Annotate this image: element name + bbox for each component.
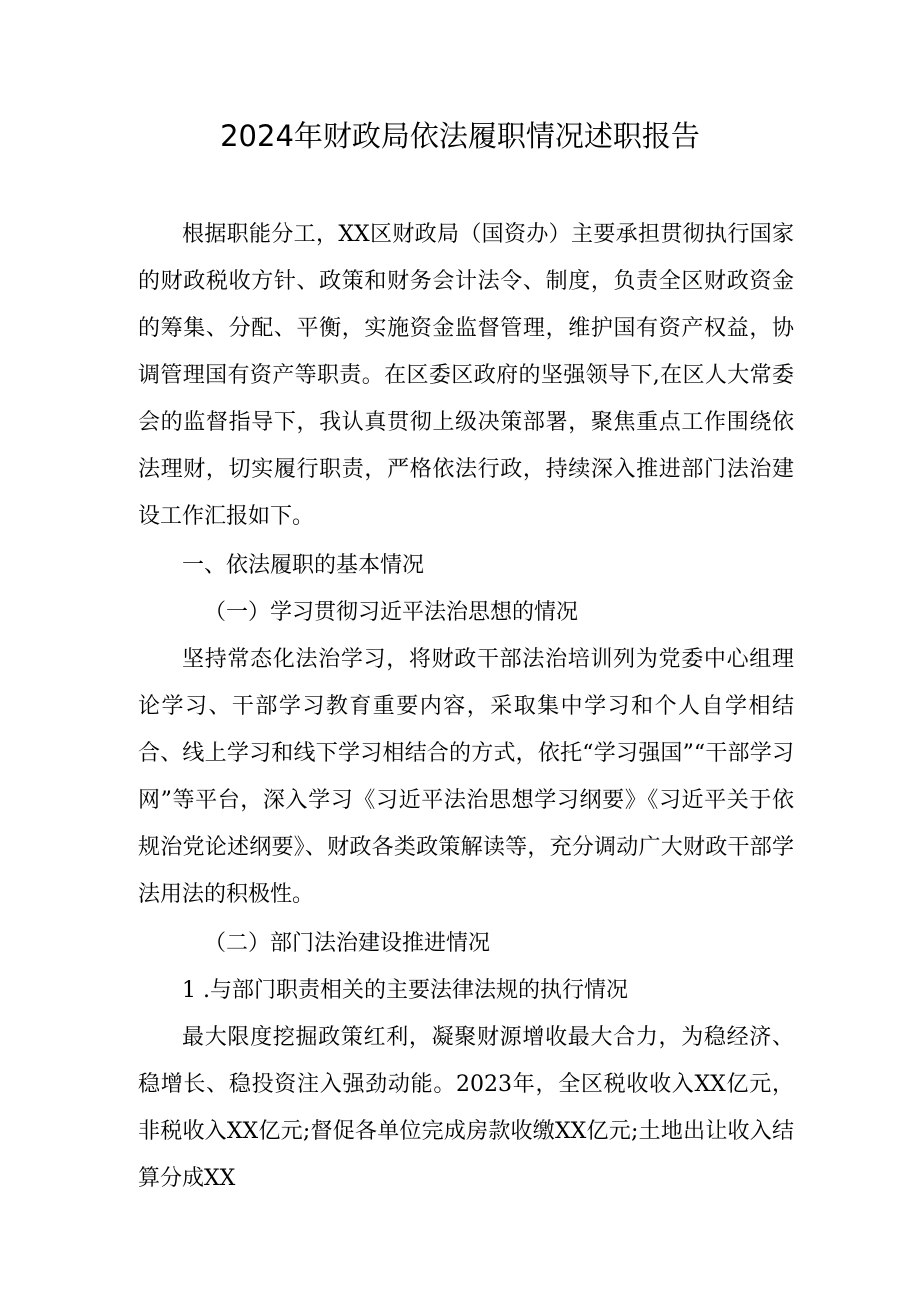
item-paragraph-1: 最大限度挖掘政策红利，凝聚财源增收最大合力，为稳经济、稳增长、稳投资注入强劲动能。2023年，全区税收收入XX亿元，非税收入XX亿元;督促各单位完成房款收缴XX亿元;土地出让收入结算分成XX — [138, 1025, 794, 1191]
subsection-heading-1: （一）学习贯彻习近平法治思想的情况 — [204, 600, 579, 625]
document-title: 2024年财政局依法履职情况述职报告 — [220, 119, 700, 153]
intro-paragraph: 根据职能分工，XX区财政局（国资办）主要承担贯彻执行国家的财政税收方针、政策和财务会计法令、制度，负责全区财政资金的筹集、分配、平衡，实施资金监督管理，维护国有资产权益，协调管理国有资产等职责。在区委区政府的坚强领导下,在区人大常委会的监督指导下，我认真贯彻上级决策部署，聚焦重点工作围绕依法理财，切实履行职责，严格依法行政，持续深入推进部门法治建设工作汇报如下。 — [138, 222, 794, 529]
subsection-heading-2: （二）部门法治建设推进情况 — [204, 931, 491, 956]
section-heading-1: 一、依法履职的基本情况 — [182, 553, 425, 578]
document-body — [138, 211, 794, 1202]
subsection-paragraph-1: 坚持常态化法治学习，将财政干部法治培训列为党委中心组理论学习、干部学习教育重要内容，采取集中学习和个人自学相结合、线上学习和线下学习相结合的方式，依托“学习强国”“干部学习网”等平台，深入学习《习近平法治思想学习纲要》《习近平关于依规治党论述纲要》、财政各类政策解读等，充分调动广大财政干部学法用法的积极性。 — [138, 647, 794, 907]
item-heading-1: 1 .与部门职责相关的主要法律法规的执行情况 — [182, 978, 628, 1003]
